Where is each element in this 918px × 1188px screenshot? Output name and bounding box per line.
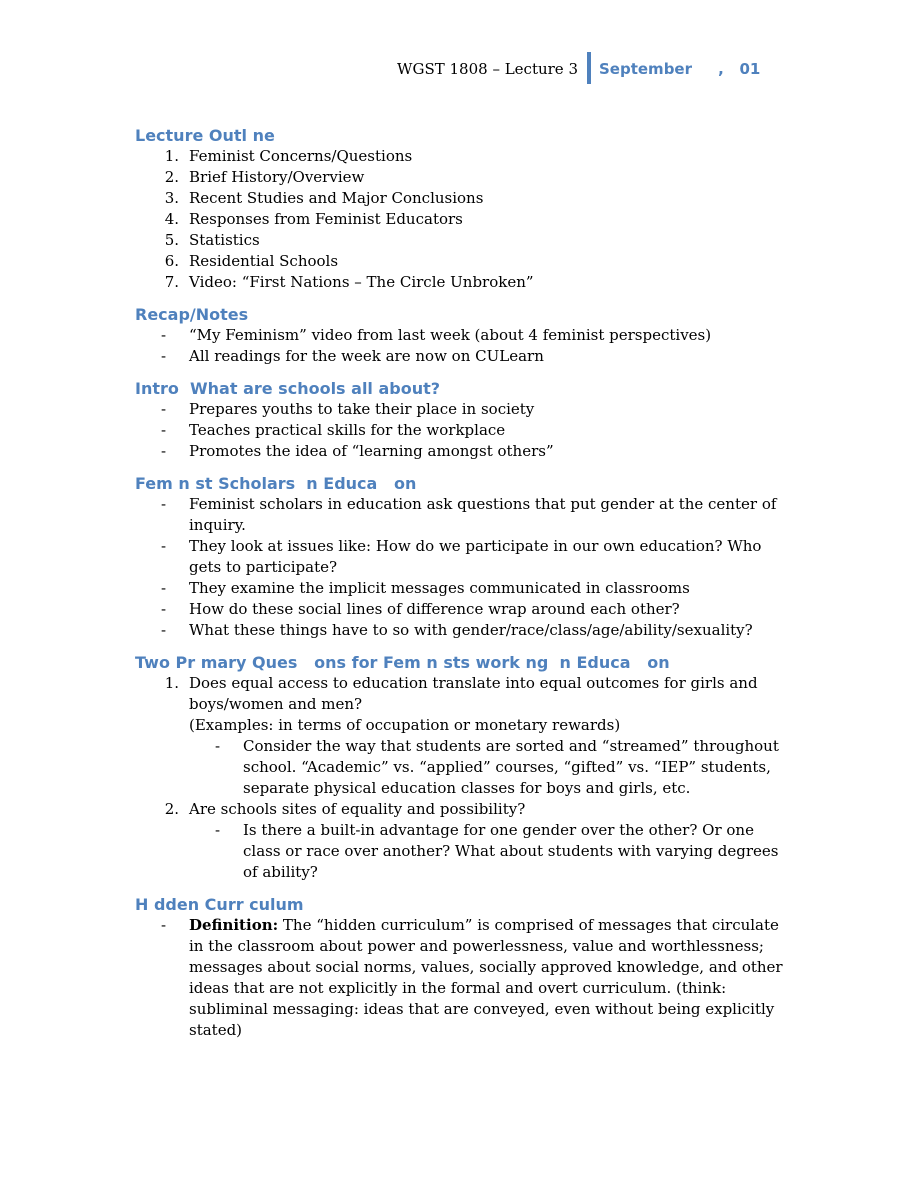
list-item — [135, 167, 785, 188]
dash-marker: - — [161, 421, 167, 439]
dash-marker: - — [161, 347, 167, 365]
list-item — [135, 420, 785, 441]
section-heading: Recap/Notes — [135, 305, 249, 324]
list-item-text: Is there a built-in advantage for one gender over the other? Or one class or race over another? What about students with varying degrees of ability? — [243, 821, 779, 881]
list-item — [135, 399, 785, 420]
section-lecture-outline — [135, 126, 785, 293]
list-item-text: Recent Studies and Major Conclusions — [189, 189, 484, 207]
list-item — [135, 536, 785, 578]
list-item-note: (Examples: in terms of occupation or monetary rewards) — [189, 716, 621, 734]
section-heading: Lecture Outl ne — [135, 126, 275, 145]
list-item — [135, 799, 785, 820]
list-number: 2. — [164, 168, 179, 186]
bullet-list — [135, 915, 785, 1041]
bullet-list — [135, 494, 785, 641]
dash-marker: - — [161, 579, 167, 597]
list-item-text: Prepares youths to take their place in society — [189, 400, 535, 418]
section-hidden-curriculum — [135, 895, 785, 1041]
dash-marker: - — [161, 495, 167, 513]
lecture-date: September , 01 — [599, 60, 761, 78]
list-item — [135, 620, 785, 641]
section-heading: Two Pr mary Ques ons for Fem n sts work ng n Educa on — [135, 653, 670, 672]
section-intro — [135, 379, 785, 462]
dash-marker: - — [161, 916, 167, 934]
course-title: WGST 1808 – Lecture 3 — [397, 60, 578, 78]
list-item-text: “My Feminism” video from last week (about 4 feminist perspectives) — [189, 326, 712, 344]
header-divider — [587, 52, 591, 84]
page-header — [0, 52, 918, 86]
section-primary-questions — [135, 653, 785, 883]
list-item-text: Consider the way that students are sorted and “streamed” throughout school. “Academic” vs. “applied” courses, “gifted” vs. “IEP” students, separate physical education classes for boys and girls, etc. — [243, 737, 779, 797]
numbered-list — [135, 673, 785, 736]
dash-marker: - — [161, 600, 167, 618]
list-item-text: They look at issues like: How do we participate in our own education? Who gets to participate? — [189, 537, 762, 576]
list-item-text: Are schools sites of equality and possibility? — [189, 800, 526, 818]
dash-marker: - — [215, 821, 221, 839]
list-item-text: How do these social lines of difference wrap around each other? — [189, 600, 680, 618]
list-item-text: Teaches practical skills for the workplace — [189, 421, 506, 439]
dash-marker: - — [161, 326, 167, 344]
list-number: 1. — [164, 674, 179, 692]
dash-marker: - — [161, 621, 167, 639]
list-number: 4. — [164, 210, 179, 228]
document-body — [135, 126, 785, 1053]
definition-text: The “hidden curriculum” is comprised of messages that circulate in the classroom about power and powerlessness, value and worthlessness; messages about social norms, values, socially approved knowledge, and other ideas that are not explicitly in the formal and overt curriculum. (think: subliminal messaging: ideas that are conveyed, even without being explicitly stated) — [189, 916, 783, 1039]
list-number: 7. — [164, 273, 179, 291]
list-item-text: Residential Schools — [189, 252, 339, 270]
list-item — [135, 230, 785, 251]
sub-list-item — [135, 820, 785, 883]
bullet-list — [135, 399, 785, 462]
list-item — [135, 251, 785, 272]
sub-bullet-list — [135, 736, 785, 799]
list-number: 2. — [164, 800, 179, 818]
section-feminist-scholars — [135, 474, 785, 641]
list-item — [135, 441, 785, 462]
list-item — [135, 673, 785, 736]
list-item-text: Does equal access to education translate into equal outcomes for girls and boys/women and men? — [189, 674, 758, 713]
section-recap-notes — [135, 305, 785, 367]
list-item-text: Video: “First Nations – The Circle Unbroken” — [189, 273, 534, 291]
section-heading: Fem n st Scholars n Educa on — [135, 474, 417, 493]
list-item — [135, 325, 785, 346]
section-heading: Intro What are schools all about? — [135, 379, 441, 398]
list-number: 1. — [164, 147, 179, 165]
section-heading: H dden Curr culum — [135, 895, 304, 914]
list-item-text: What these things have to so with gender/race/class/age/ability/sexuality? — [189, 621, 753, 639]
dash-marker: - — [161, 400, 167, 418]
dash-marker: - — [215, 737, 221, 755]
list-item — [135, 599, 785, 620]
numbered-list — [135, 799, 785, 820]
list-item-text: All readings for the week are now on CULearn — [189, 347, 544, 365]
list-item — [135, 146, 785, 167]
bullet-list — [135, 325, 785, 367]
list-item — [135, 346, 785, 367]
list-item — [135, 494, 785, 536]
numbered-list — [135, 146, 785, 293]
definition-label: Definition: — [189, 916, 279, 934]
dash-marker: - — [161, 442, 167, 460]
list-item — [135, 209, 785, 230]
list-number: 6. — [164, 252, 179, 270]
list-item-text: Brief History/Overview — [189, 168, 365, 186]
list-item-text: Statistics — [189, 231, 260, 249]
list-item — [135, 188, 785, 209]
list-item — [135, 578, 785, 599]
list-item-text: They examine the implicit messages communicated in classrooms — [189, 579, 690, 597]
list-item — [135, 915, 785, 1041]
sub-bullet-list — [135, 820, 785, 883]
list-item-text: Feminist Concerns/Questions — [189, 147, 413, 165]
list-item-text: Promotes the idea of “learning amongst others” — [189, 442, 554, 460]
dash-marker: - — [161, 537, 167, 555]
list-item-text: Feminist scholars in education ask questions that put gender at the center of inquiry. — [189, 495, 777, 534]
sub-list-item — [135, 736, 785, 799]
list-number: 3. — [164, 189, 179, 207]
list-item — [135, 272, 785, 293]
list-number: 5. — [164, 231, 179, 249]
list-item-text: Responses from Feminist Educators — [189, 210, 463, 228]
